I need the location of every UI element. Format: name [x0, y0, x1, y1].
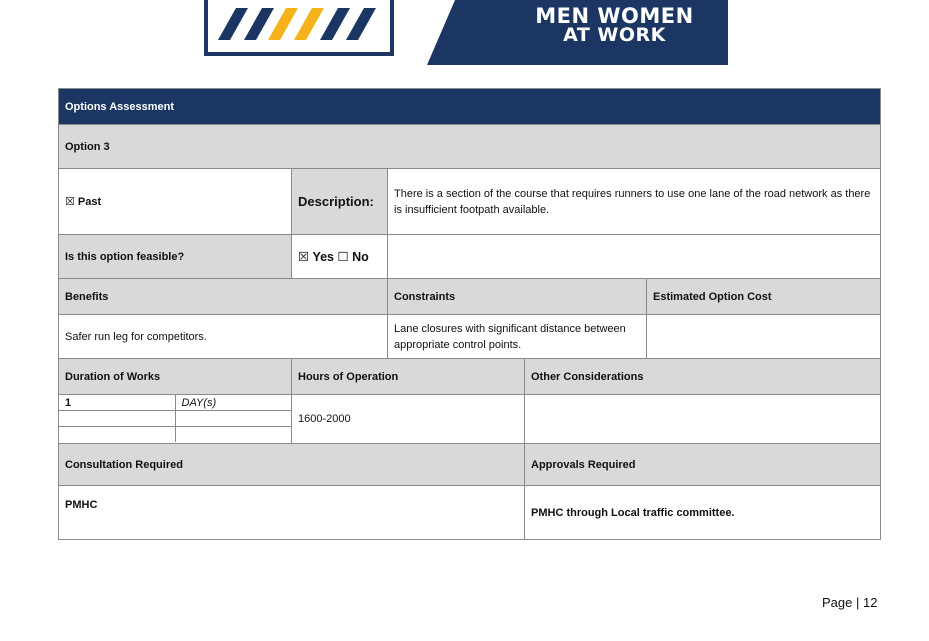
description-label: Description:	[292, 169, 388, 235]
duration-empty	[175, 427, 292, 443]
hours-value: 1600-2000	[292, 395, 525, 444]
duration-header: Duration of Works	[59, 359, 292, 395]
brand-line-1: MEN WOMEN	[535, 4, 694, 28]
approvals-header: Approvals Required	[525, 444, 881, 486]
duration-empty	[59, 411, 175, 427]
feasible-label: Is this option feasible?	[59, 235, 292, 279]
feasible-answer[interactable]: ☒ Yes ☐ No	[292, 235, 388, 279]
men-women-at-work-logo	[427, 0, 728, 65]
duration-value: 1	[59, 395, 175, 411]
consultation-value: PMHC	[59, 486, 525, 540]
section-title: Options Assessment	[59, 89, 881, 125]
page-number: Page | 12	[822, 595, 878, 610]
duration-unit: DAY(s)	[175, 395, 292, 411]
description-text: There is a section of the course that requires runners to use one lane of the road network as there is insufficient footpath available.	[388, 169, 881, 235]
brand-line-2: AT WORK	[563, 24, 666, 46]
maw-mark-icon	[216, 0, 386, 44]
benefits-header: Benefits	[59, 279, 388, 315]
other-header: Other Considerations	[525, 359, 881, 395]
cost-header: Estimated Option Cost	[647, 279, 881, 315]
hours-header: Hours of Operation	[292, 359, 525, 395]
feasible-notes	[388, 235, 881, 279]
constraints-value: Lane closures with significant distance between appropriate control points.	[388, 315, 647, 359]
constraints-header: Constraints	[388, 279, 647, 315]
approvals-value: PMHC through Local traffic committee.	[525, 486, 881, 540]
duration-subtable	[59, 395, 292, 442]
option-title: Option 3	[59, 125, 881, 169]
benefits-value: Safer run leg for competitors.	[59, 315, 388, 359]
options-assessment-table	[58, 88, 881, 540]
status-past[interactable]: ☒ Past	[59, 169, 292, 235]
duration-cell	[59, 395, 292, 444]
duration-empty	[175, 411, 292, 427]
cost-value	[647, 315, 881, 359]
maw-logo	[204, 0, 394, 56]
other-value	[525, 395, 881, 444]
consultation-header: Consultation Required	[59, 444, 525, 486]
duration-empty	[59, 427, 175, 443]
